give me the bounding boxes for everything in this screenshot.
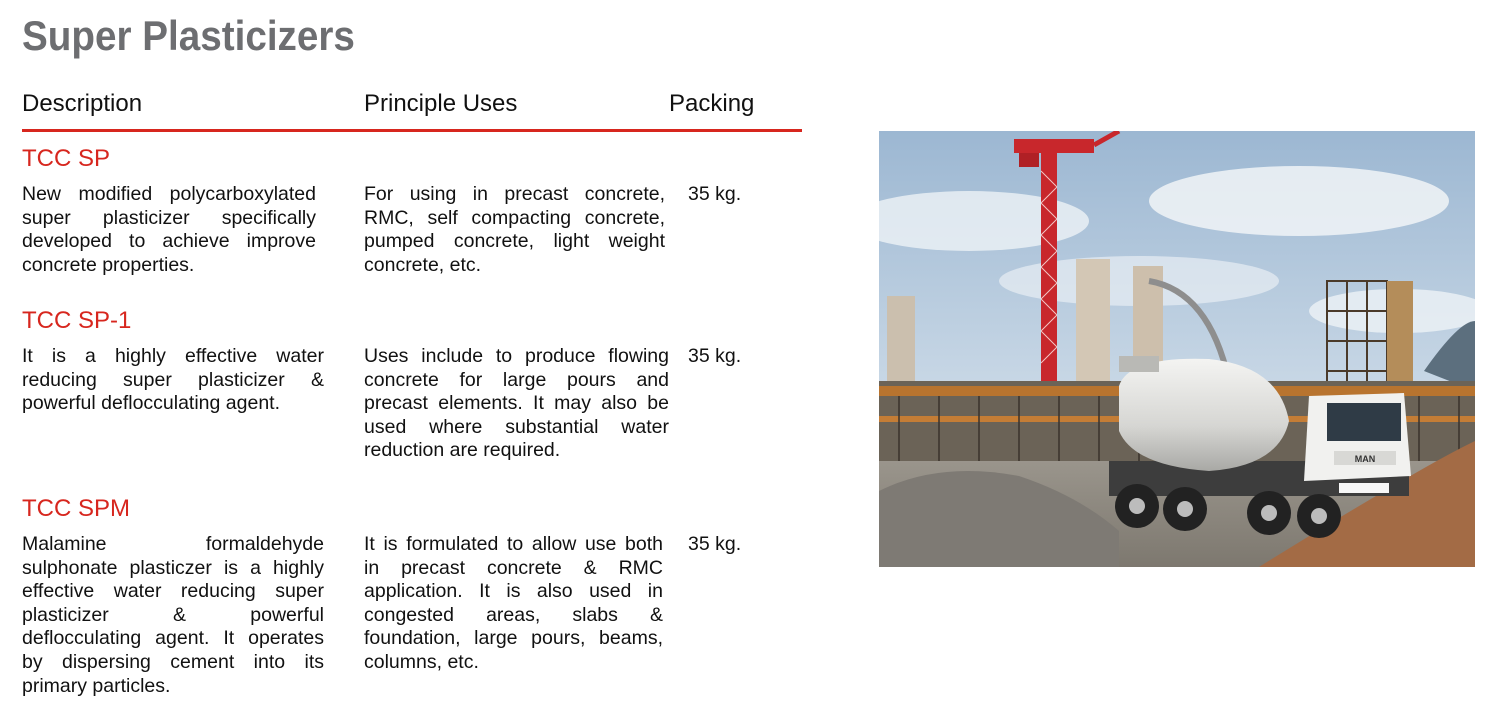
product-packing: 35 kg. bbox=[688, 183, 742, 205]
product-name-tcc-sp: TCC SP bbox=[22, 145, 111, 172]
product-description: Malamine formaldehyde sulphonate plasticzer is a highly effective water reducing super plasticizer & powerful deflocculating agent. It operates by dispersing cement into its primary particles. bbox=[22, 533, 324, 697]
product-name-tcc-sp-1: TCC SP-1 bbox=[22, 307, 132, 334]
product-uses: For using in precast concrete, RMC, self compacting concrete, pumped concrete, light weight concrete, etc. bbox=[364, 183, 665, 276]
header-divider bbox=[22, 129, 802, 132]
column-header-uses: Principle Uses bbox=[364, 90, 518, 117]
product-description: It is a highly effective water reducing super plasticizer & powerful deflocculating agent. bbox=[22, 345, 324, 415]
construction-site-photo bbox=[879, 131, 1475, 567]
product-packing: 35 kg. bbox=[688, 533, 742, 555]
page-title: Super Plasticizers bbox=[22, 12, 355, 59]
column-header-description: Description bbox=[22, 90, 143, 117]
product-uses: It is formulated to allow use both in precast concrete & RMC application. It is also used in congested areas, slabs & foundation, large pours, beams, columns, etc. bbox=[364, 533, 663, 673]
product-uses: Uses include to produce flowing concrete for large pours and precast elements. It may also be used where substantial water reduction are required. bbox=[364, 345, 669, 462]
column-header-packing: Packing bbox=[669, 90, 755, 117]
product-packing: 35 kg. bbox=[688, 345, 742, 367]
truck-brand-text: MAN bbox=[1354, 454, 1376, 464]
product-name-tcc-spm: TCC SPM bbox=[22, 495, 130, 522]
product-description: New modified polycarboxylated super plasticizer specifically developed to achieve improve concrete properties. bbox=[22, 183, 316, 276]
